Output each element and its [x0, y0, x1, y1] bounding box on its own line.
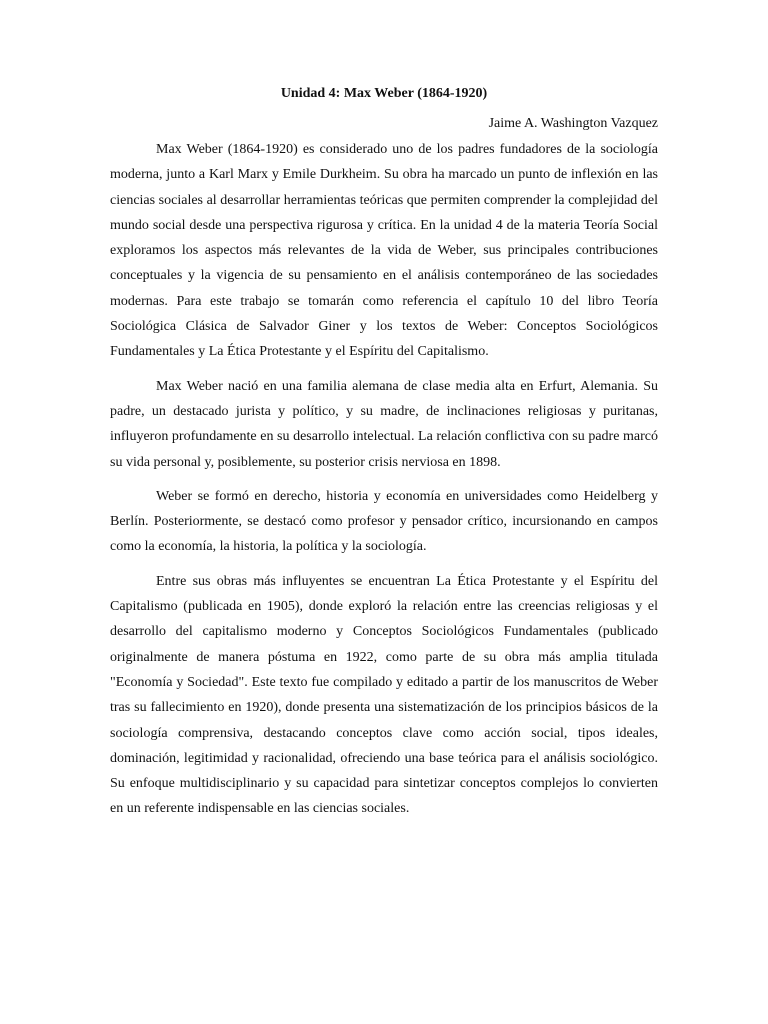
- paragraph-4: Entre sus obras más influyentes se encuentran La Ética Protestante y el Espíritu del Capitalismo (publicada en 1905), donde exploró la relación entre las creencias religiosas y el desarrollo del capitalismo moderno y Conceptos Sociológicos Fundamentales (publicado originalmente de manera póstuma en 1922, como parte de su obra más amplia titulada "Economía y Sociedad". Este texto fue compilado y editado a partir de los manuscritos de Weber tras su fallecimiento en 1920), donde presenta una sistematización de los principios básicos de la sociología comprensiva, destacando conceptos clave como acción social, tipos ideales, dominación, legitimidad y racionalidad, ofreciendo una base teórica para el análisis sociológico. Su enfoque multidisciplinario y su capacidad para sintetizar conceptos complejos lo convierten en un referente indispensable en las ciencias sociales.: [110, 573, 658, 817]
- paragraph-1: Max Weber (1864-1920) es considerado uno de los padres fundadores de la sociología moderna, junto a Karl Marx y Emile Durkheim. Su obra ha marcado un punto de inflexión en las ciencias sociales al desarrollar herramientas teóricas que permiten comprender la complejidad del mundo social desde una perspectiva rigurosa y crítica. En la unidad 4 de la materia Teoría Social exploramos los aspectos más relevantes de la vida de Weber, sus principales contribuciones conceptuales y la vigencia de su pensamiento en el análisis contemporáneo de las sociedades modernas. Para este trabajo se tomarán como referencia el capítulo 10 del libro Teoría Sociológica Clásica de Salvador Giner y los textos de Weber: Conceptos Sociológicos Fundamentales y La Ética Protestante y el Espíritu del Capitalismo.: [110, 142, 658, 360]
- paragraph-2: Max Weber nació en una familia alemana de clase media alta en Erfurt, Alemania. Su padre, un destacado jurista y político, y su madre, de inclinaciones religiosas y puritanas, influyeron profundamente en su desarrollo intelectual. La relación conflictiva con su padre marcó su vida personal y, posiblemente, su posterior crisis nerviosa en 1898.: [110, 378, 658, 470]
- paragraph-3: Weber se formó en derecho, historia y economía en universidades como Heidelberg y Berlín. Posteriormente, se destacó como profesor y pensador crítico, incursionando en campos como la economía, la historia, la política y la sociología.: [110, 488, 658, 555]
- document-author: Jaime A. Washington Vazquez: [488, 116, 658, 131]
- document-page: [110, 84, 658, 822]
- document-title: Unidad 4: Max Weber (1864-1920): [280, 86, 488, 101]
